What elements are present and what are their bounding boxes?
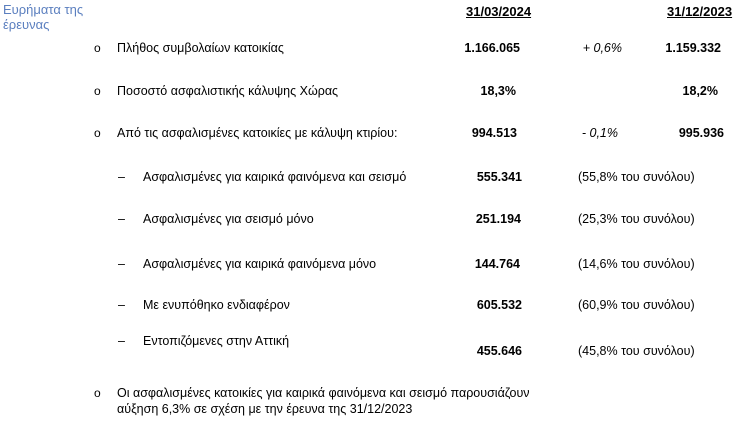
share-of-total: (60,9% του συνόλου) (578, 298, 695, 312)
row-value: 251.194 (475, 212, 521, 226)
bullet-marker: o (94, 41, 101, 55)
dash-marker: – (118, 212, 125, 226)
value-2023: 18,2% (682, 84, 718, 98)
dash-marker: – (118, 334, 125, 348)
row-label: Ασφαλισμένες για σεισμό μόνο (143, 212, 314, 226)
row-label: Εντοπιζόμενες στην Αττική (143, 334, 290, 348)
value-2023: 1.159.332 (665, 41, 721, 55)
list-item (0, 297, 750, 315)
share-of-total: (25,3% του συνόλου) (578, 212, 695, 226)
table-row (0, 125, 750, 143)
share-of-total: (14,6% του συνόλου) (578, 257, 695, 271)
value-2023: 995.936 (678, 126, 724, 140)
change-percent: - 0,1% (581, 126, 618, 140)
row-label: Από τις ασφαλισμένες κατοικίες με κάλυψη κτιρίου: (117, 126, 398, 140)
summary-note: Οι ασφαλισμένες κατοικίες για καιρικά φαινόμενα και σεισμό παρουσιάζουν αύξηση 6,3% σε σχέση με την έρευνα της 31/12/2023 (117, 386, 530, 416)
row-label: Ασφαλισμένες για καιρικά φαινόμενα μόνο (143, 257, 377, 271)
bullet-marker: o (94, 386, 101, 400)
value-2024: 1.166.065 (464, 41, 520, 55)
column-header-2024: 31/03/2024 (466, 4, 532, 19)
share-of-total: (45,8% του συνόλου) (578, 344, 695, 358)
table-row (0, 83, 750, 101)
change-percent: + 0,6% (582, 41, 622, 55)
row-value: 605.532 (476, 298, 522, 312)
bullet-marker: o (94, 126, 101, 140)
row-label: Ασφαλισμένες για καιρικά φαινόμενα και σεισμό (143, 170, 407, 184)
row-label: Με ενυπόθηκο ενδιαφέρον (143, 298, 290, 312)
section-label: Ευρήματα της έρευνας (3, 2, 84, 32)
list-item (0, 256, 750, 274)
value-2024: 994.513 (471, 126, 517, 140)
dash-marker: – (118, 170, 125, 184)
value-2024: 18,3% (480, 84, 516, 98)
row-value: 555.341 (476, 170, 522, 184)
share-of-total: (55,8% του συνόλου) (578, 170, 695, 184)
list-item (0, 333, 750, 358)
row-value: 455.646 (476, 344, 522, 358)
column-header-2023: 31/12/2023 (667, 4, 733, 19)
row-label: Ποσοστό ασφαλιστικής κάλυψης Χώρας (117, 84, 339, 98)
row-value: 144.764 (474, 257, 520, 271)
dash-marker: – (118, 298, 125, 312)
list-item (0, 169, 750, 187)
row-label: Πλήθος συμβολαίων κατοικίας (117, 41, 284, 55)
bullet-marker: o (94, 84, 101, 98)
list-item (0, 211, 750, 229)
table-row (0, 40, 750, 58)
dash-marker: – (118, 257, 125, 271)
